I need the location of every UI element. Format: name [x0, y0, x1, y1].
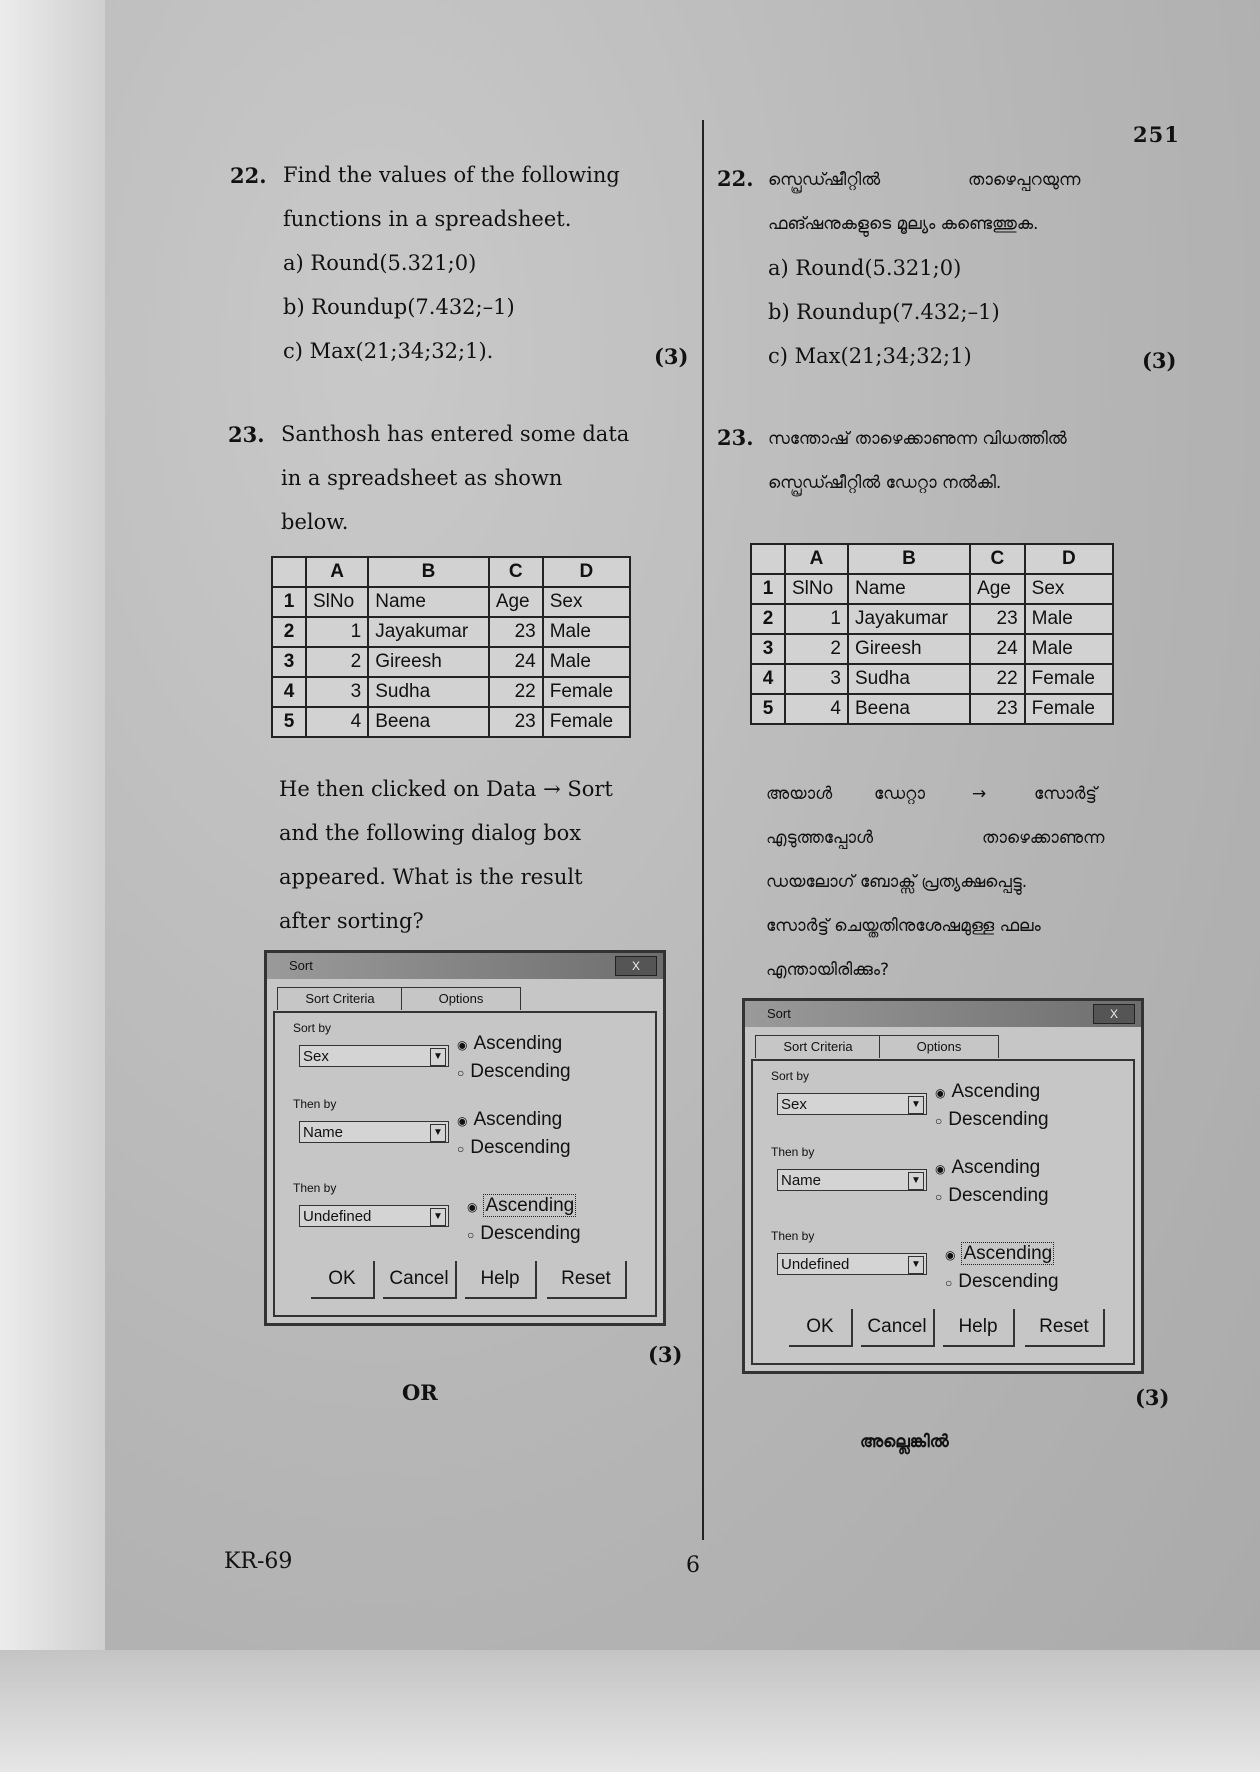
q22-option-b: b) Roundup(7.432;–1): [283, 295, 515, 319]
then-by-value: Name: [781, 1172, 822, 1189]
q23-after-line2: and the following dialog box: [279, 821, 582, 845]
corner-cell: [751, 544, 785, 574]
column-divider: [702, 120, 704, 1540]
table-cell: Sudha: [848, 664, 970, 694]
or-separator-ml: അല്ലെങ്കിൽ: [860, 1432, 949, 1452]
q22-ml-line1b: താഴെപ്പറയുന്ന: [968, 170, 1081, 190]
q22-line2: functions in a spreadsheet.: [283, 207, 572, 231]
chevron-down-icon[interactable]: ▼: [908, 1256, 924, 1274]
q23-ml-after2b: താഴെക്കാണുന്ന: [982, 828, 1105, 848]
then-by2-ascending-radio[interactable]: [945, 1243, 1054, 1265]
row-number: 4: [272, 677, 306, 707]
then-by-descending-radio[interactable]: [935, 1185, 1049, 1207]
table-cell: Age: [489, 587, 543, 617]
column-header: D: [1025, 544, 1113, 574]
then-by-select[interactable]: [299, 1121, 449, 1143]
table-cell: Gireesh: [848, 634, 970, 664]
sort-criteria-panel: [273, 1011, 657, 1317]
column-header: C: [489, 557, 543, 587]
column-header-row: [272, 557, 630, 587]
table-cell: Name: [848, 574, 970, 604]
q23-ml-after4: സോർട്ട് ചെയ്തതിനുശേഷമുള്ള ഫലം: [766, 916, 1041, 936]
table-cell: 2: [306, 647, 368, 677]
table-cell: 4: [785, 694, 848, 724]
row-number: 3: [272, 647, 306, 677]
radio-unselected-icon: ○: [467, 1228, 475, 1242]
table-cell: 24: [489, 647, 543, 677]
q22-line1: Find the values of the following: [283, 163, 620, 187]
then-by2-value: Undefined: [781, 1256, 850, 1273]
table-cell: 23: [970, 694, 1025, 724]
table-cell: Male: [1025, 634, 1113, 664]
table-cell: Male: [543, 647, 630, 677]
then-by2-descending-radio[interactable]: [945, 1271, 1059, 1293]
q23-marks: (3): [648, 1342, 683, 1367]
radio-unselected-icon: ○: [935, 1190, 943, 1204]
table-cell: 3: [306, 677, 368, 707]
radio-unselected-icon: ○: [457, 1142, 465, 1156]
column-header: B: [848, 544, 970, 574]
q22-ml-option-b: b) Roundup(7.432;–1): [768, 300, 1000, 324]
table-cell: Sudha: [368, 677, 489, 707]
tab-sort-criteria[interactable]: Sort Criteria: [277, 987, 403, 1010]
q23-ml-after5: എന്തായിരിക്കും?: [766, 960, 889, 980]
radio-label: Descending: [948, 1109, 1049, 1130]
radio-selected-icon: ◉: [457, 1038, 468, 1052]
tab-options[interactable]: Options: [879, 1035, 999, 1058]
chevron-down-icon[interactable]: ▼: [430, 1208, 446, 1226]
table-row: [272, 677, 630, 707]
q22-ml-line1a: സ്പ്രെഡ്ഷീറ്റിൽ: [768, 170, 881, 190]
then-by-select[interactable]: [777, 1169, 927, 1191]
row-number: 5: [751, 694, 785, 724]
q22-ml-line2: ഫങ്ഷനുകളുടെ മൂല്യം കണ്ടെത്തുക.: [768, 214, 1039, 234]
table-cell: 24: [970, 634, 1025, 664]
dialog-close-button[interactable]: X: [1093, 1004, 1135, 1024]
q22-ml-option-a: a) Round(5.321;0): [768, 256, 962, 280]
table-cell: Female: [1025, 694, 1113, 724]
sort-by-value: Sex: [303, 1048, 329, 1065]
q23-line1: Santhosh has entered some data: [281, 422, 630, 446]
q23-after-line1: He then clicked on Data → Sort: [279, 777, 613, 801]
q23-after-line3: appeared. What is the result: [279, 865, 583, 889]
dialog-close-button[interactable]: X: [615, 956, 657, 976]
radio-label: Ascending: [951, 1081, 1041, 1102]
table-cell: Male: [543, 617, 630, 647]
then-by2-select[interactable]: [777, 1253, 927, 1275]
radio-selected-icon: ◉: [935, 1162, 946, 1176]
radio-selected-icon: ◉: [945, 1248, 956, 1262]
row-number: 2: [751, 604, 785, 634]
table-row: [751, 604, 1113, 634]
chevron-down-icon[interactable]: ▼: [908, 1172, 924, 1190]
radio-label: Ascending: [485, 1195, 575, 1216]
footer-code: KR-69: [224, 1549, 293, 1574]
q23-ml-after1d: സോർട്ട്: [1034, 784, 1097, 804]
dialog-title: Sort: [767, 1006, 791, 1021]
row-number: 3: [751, 634, 785, 664]
row-number: 2: [272, 617, 306, 647]
q23-ml-line1: സന്തോഷ് താഴെക്കാണുന്ന വിധത്തിൽ: [768, 429, 1067, 449]
then-by-ascending-radio[interactable]: [935, 1157, 1040, 1179]
radio-selected-icon: ◉: [935, 1086, 946, 1100]
row-number: 4: [751, 664, 785, 694]
table-cell: Female: [543, 677, 630, 707]
table-cell: Age: [970, 574, 1025, 604]
then-by2-descending-radio[interactable]: [467, 1223, 581, 1245]
radio-label: Descending: [948, 1185, 1049, 1206]
table-cell: 23: [489, 617, 543, 647]
cancel-button[interactable]: Cancel: [383, 1261, 457, 1299]
radio-unselected-icon: ○: [457, 1066, 465, 1080]
page-bottom-margin: [0, 1650, 1260, 1772]
or-separator: OR: [402, 1380, 438, 1405]
tab-options[interactable]: Options: [401, 987, 521, 1010]
then-by-value: Name: [303, 1124, 344, 1141]
q22-option-c: c) Max(21;34;32;1).: [283, 339, 494, 363]
radio-unselected-icon: ○: [945, 1276, 953, 1290]
page-left-margin: [0, 0, 105, 1772]
table-row: [751, 634, 1113, 664]
q23-ml-after2a: എടുത്തപ്പോൾ: [766, 828, 874, 848]
table-cell: Jayakumar: [368, 617, 489, 647]
table-cell: Sex: [543, 587, 630, 617]
table-row: [751, 574, 1113, 604]
sort-by-select[interactable]: [777, 1093, 927, 1115]
table-cell: 23: [970, 604, 1025, 634]
radio-label: Descending: [470, 1137, 571, 1158]
chevron-down-icon[interactable]: ▼: [908, 1096, 924, 1114]
q22-ml-number: 22.: [717, 166, 754, 191]
spreadsheet-table: [271, 556, 631, 738]
row-number: 1: [272, 587, 306, 617]
radio-label: Ascending: [473, 1109, 563, 1130]
sort-dialog-ml: [742, 998, 1144, 1374]
table-cell: Beena: [368, 707, 489, 737]
dialog-titlebar: [745, 1001, 1141, 1027]
table-cell: SlNo: [306, 587, 368, 617]
then-by2-ascending-radio[interactable]: [467, 1195, 576, 1217]
table-cell: Jayakumar: [848, 604, 970, 634]
dialog-titlebar: [267, 953, 663, 979]
q23-line2: in a spreadsheet as shown: [281, 466, 563, 490]
q23-line3: below.: [281, 510, 349, 534]
table-cell: Name: [368, 587, 489, 617]
q23-after-line4: after sorting?: [279, 909, 424, 933]
help-button[interactable]: Help: [943, 1309, 1015, 1347]
radio-label: Ascending: [473, 1033, 563, 1054]
q22-number: 22.: [230, 163, 267, 188]
then-by2-label: Then by: [771, 1229, 815, 1243]
dialog-title: Sort: [289, 958, 313, 973]
table-row: [272, 707, 630, 737]
table-row: [751, 664, 1113, 694]
radio-selected-icon: ◉: [467, 1200, 478, 1214]
table-cell: Gireesh: [368, 647, 489, 677]
q22-ml-marks: (3): [1142, 348, 1177, 373]
column-header: D: [543, 557, 630, 587]
table-cell: Beena: [848, 694, 970, 724]
q23-ml-after3: ഡയലോഗ് ബോക്സ് പ്രത്യക്ഷപ്പെട്ടു.: [766, 872, 1028, 892]
reset-button[interactable]: Reset: [1025, 1309, 1105, 1347]
then-by2-value: Undefined: [303, 1208, 372, 1225]
radio-label: Ascending: [963, 1243, 1053, 1264]
sort-by-descending-radio[interactable]: [457, 1061, 571, 1083]
table-cell: SlNo: [785, 574, 848, 604]
radio-unselected-icon: ○: [935, 1114, 943, 1128]
table-cell: Male: [1025, 604, 1113, 634]
table-cell: Female: [543, 707, 630, 737]
sort-by-label: Sort by: [293, 1021, 332, 1035]
radio-label: Descending: [470, 1061, 571, 1082]
column-header: C: [970, 544, 1025, 574]
help-button[interactable]: Help: [465, 1261, 537, 1299]
sort-by-select[interactable]: [299, 1045, 449, 1067]
table-cell: Sex: [1025, 574, 1113, 604]
table-cell: Female: [1025, 664, 1113, 694]
column-header: A: [785, 544, 848, 574]
then-by-label: Then by: [293, 1097, 337, 1111]
radio-label: Descending: [958, 1271, 1059, 1292]
q23-ml-number: 23.: [717, 425, 754, 450]
q23-ml-after1c: →: [972, 784, 987, 804]
then-by-label: Then by: [771, 1145, 815, 1159]
table-cell: 1: [306, 617, 368, 647]
reset-button[interactable]: Reset: [547, 1261, 627, 1299]
then-by2-select[interactable]: [299, 1205, 449, 1227]
sort-dialog: [264, 950, 666, 1326]
q23-ml-after1a: അയാൾ: [766, 784, 833, 804]
corner-cell: [272, 557, 306, 587]
q22-option-a: a) Round(5.321;0): [283, 251, 477, 275]
page-number: 251: [1133, 122, 1180, 147]
table-row: [272, 647, 630, 677]
sort-by-label: Sort by: [771, 1069, 810, 1083]
cancel-button[interactable]: Cancel: [861, 1309, 935, 1347]
spreadsheet-table-ml: [750, 543, 1114, 725]
table-row: [272, 587, 630, 617]
radio-label: Ascending: [951, 1157, 1041, 1178]
then-by-ascending-radio[interactable]: [457, 1109, 562, 1131]
tab-sort-criteria[interactable]: Sort Criteria: [755, 1035, 881, 1058]
table-row: [272, 617, 630, 647]
chevron-down-icon[interactable]: ▼: [430, 1048, 446, 1066]
table-cell: 4: [306, 707, 368, 737]
sort-by-ascending-radio[interactable]: [457, 1033, 562, 1055]
q23-ml-line2: സ്പ്രെഡ്ഷീറ്റിൽ ഡേറ്റാ നൽകി.: [768, 473, 1002, 493]
table-row: [751, 694, 1113, 724]
table-cell: 1: [785, 604, 848, 634]
row-number: 5: [272, 707, 306, 737]
column-header: B: [368, 557, 489, 587]
table-cell: 23: [489, 707, 543, 737]
column-header-row: [751, 544, 1113, 574]
table-cell: 3: [785, 664, 848, 694]
table-cell: 22: [970, 664, 1025, 694]
sort-by-value: Sex: [781, 1096, 807, 1113]
row-number: 1: [751, 574, 785, 604]
sort-by-descending-radio[interactable]: [935, 1109, 1049, 1131]
q23-ml-marks: (3): [1135, 1385, 1170, 1410]
q22-ml-option-c: c) Max(21;34;32;1): [768, 344, 972, 368]
table-cell: 2: [785, 634, 848, 664]
q23-ml-after1b: ഡേറ്റാ: [874, 784, 925, 804]
q23-number: 23.: [228, 422, 265, 447]
column-header: A: [306, 557, 368, 587]
sort-criteria-panel: [751, 1059, 1135, 1365]
sort-by-ascending-radio[interactable]: [935, 1081, 1040, 1103]
table-cell: 22: [489, 677, 543, 707]
ok-button[interactable]: OK: [311, 1261, 375, 1299]
ok-button[interactable]: OK: [789, 1309, 853, 1347]
chevron-down-icon[interactable]: ▼: [430, 1124, 446, 1142]
radio-label: Descending: [480, 1223, 581, 1244]
then-by2-label: Then by: [293, 1181, 337, 1195]
q22-marks: (3): [654, 344, 689, 369]
then-by-descending-radio[interactable]: [457, 1137, 571, 1159]
radio-selected-icon: ◉: [457, 1114, 468, 1128]
footer-page: 6: [686, 1553, 700, 1578]
